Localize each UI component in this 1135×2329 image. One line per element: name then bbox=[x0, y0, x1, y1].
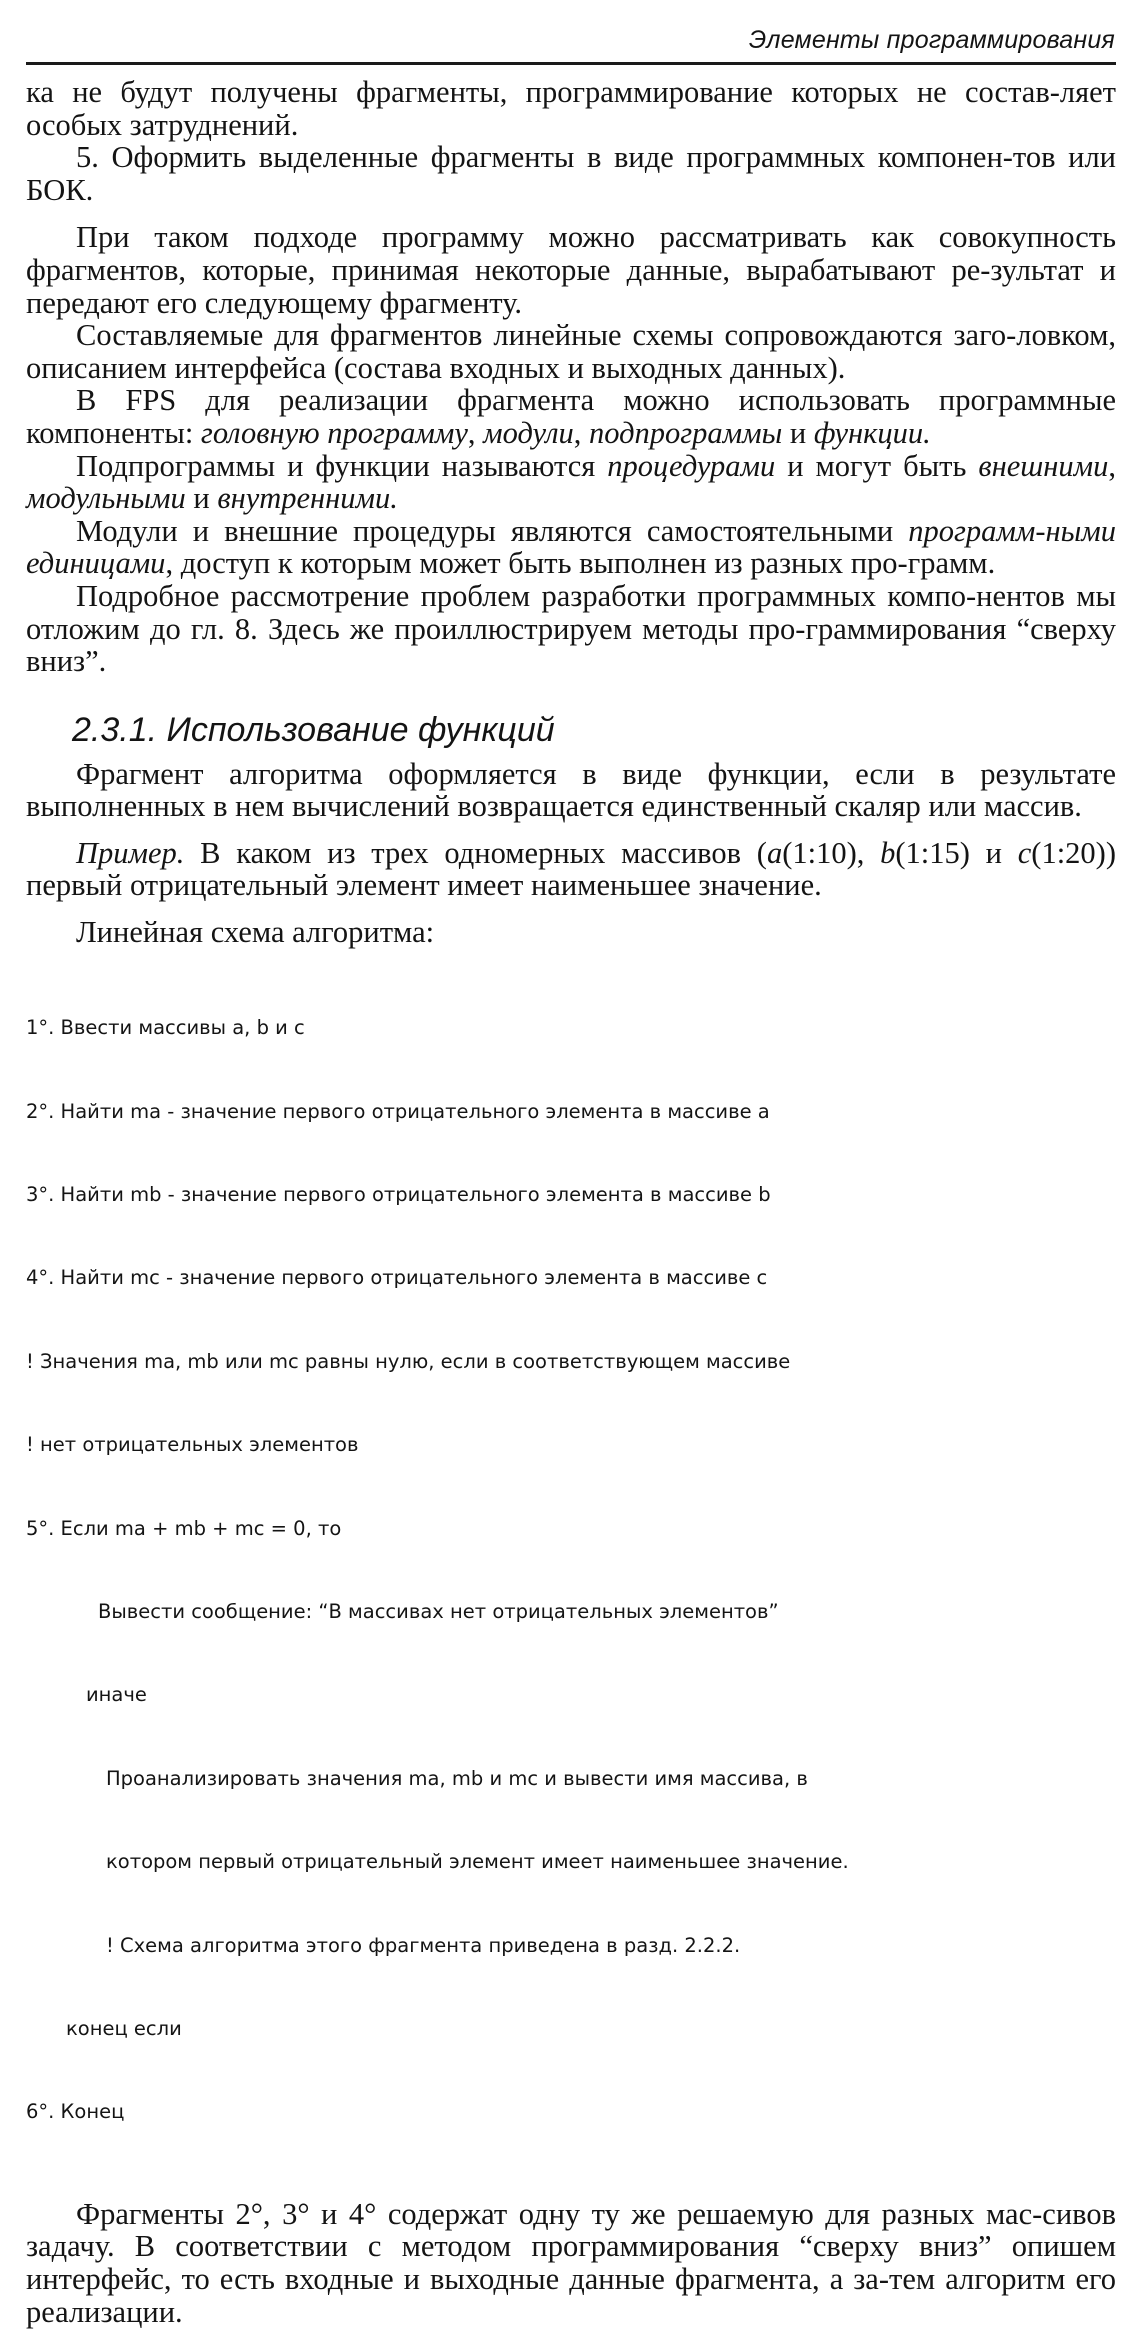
paragraph-procedures bbox=[26, 450, 1116, 515]
example-label: Пример. bbox=[76, 835, 185, 870]
algorithm-comment: ! Значения ma, mb или mc равны нулю, если в соответствующем массиве bbox=[26, 1349, 791, 1373]
paragraph-function-definition: Фрагмент алгоритма оформляется в виде функции, если в результате выполненных в нем вычислений возвращается единственный скаляр или массив. bbox=[26, 756, 1116, 824]
algorithm-line: 5°. Если ma + mb + mc = 0, то bbox=[26, 1516, 342, 1540]
paragraph-top-down: Подробное рассмотрение проблем разработки программных компо-нентов мы отложим до гл. 8. Здесь же проиллюстрируем методы про-граммирования “сверху вниз”. bbox=[26, 578, 1116, 679]
algorithm-listing bbox=[26, 959, 1116, 2182]
paragraph-continuation: ка не будут получены фрагменты, программирование которых не состав-ляет особых затруднений. bbox=[26, 75, 1116, 142]
paragraph-approach: При таком подходе программу можно рассматривать как совокупность фрагментов, которые, принимая некоторые данные, вырабатывают ре-зультат и передают его следующему фрагменту. bbox=[26, 220, 1116, 320]
term-internal: внутренними. bbox=[217, 481, 398, 516]
text-run: Модули и внешние процедуры являются самостоятельными bbox=[76, 513, 909, 548]
text-run: В FPS для реализации фрагмента можно использовать программные компоненты: bbox=[26, 383, 1116, 450]
text-run: (1:10), bbox=[782, 835, 881, 870]
text-run: В каком из трех одномерных массивов ( bbox=[184, 835, 767, 870]
algorithm-line: Проанализировать значения ma, mb и mc и вывести имя массива, в bbox=[106, 1766, 808, 1790]
term-subroutines: подпрограммы bbox=[589, 415, 783, 450]
term-module-level: модульными bbox=[26, 481, 186, 516]
var-c: c bbox=[1017, 835, 1032, 870]
term-main-program: головную программу bbox=[200, 415, 468, 450]
text-run: и могут быть bbox=[775, 448, 979, 483]
algorithm-line: 6°. Конец bbox=[26, 2100, 125, 2124]
page-body bbox=[26, 76, 1116, 2328]
term-program-units: программ-ными единицами bbox=[26, 513, 1116, 581]
algorithm-comment: ! нет отрицательных элементов bbox=[26, 1433, 359, 1457]
paragraph-program-units bbox=[26, 515, 1116, 580]
text-run: , bbox=[1108, 448, 1116, 483]
term-procedures: процедурами bbox=[607, 448, 776, 483]
var-a: a bbox=[766, 835, 783, 870]
text-run: Подпрограммы и функции называются bbox=[76, 448, 608, 483]
text-run: , bbox=[573, 415, 589, 450]
text-run: , доступ к которым может быть выполнен из разных про-грамм. bbox=[165, 546, 996, 581]
paragraph-fragments: Фрагменты 2°, 3° и 4° содержат одну ту же решаемую для разных мас-сивов задачу. В соответствии с методом программирования “сверху вниз” опишем интерфейс, то есть входные и выходные данные фрагмента, а за-тем алгоритм его реализации. bbox=[26, 2196, 1116, 2329]
term-modules: модули bbox=[483, 415, 574, 450]
term-functions: функции. bbox=[813, 415, 931, 450]
algorithm-line: котором первый отрицательный элемент имеет наименьшее значение. bbox=[106, 1850, 849, 1874]
section-heading: 2.3.1. Использование функций bbox=[72, 710, 555, 749]
paragraph-schemes: Составляемые для фрагментов линейные схемы сопровождаются заго-ловком, описанием интерфейса (состава входных и выходных данных). bbox=[26, 318, 1116, 385]
algorithm-line: Вывести сообщение: “В массивах нет отрицательных элементов” bbox=[98, 1599, 779, 1623]
text-run: и bbox=[782, 415, 814, 450]
algorithm-line: конец если bbox=[66, 2016, 182, 2040]
var-b: b bbox=[880, 835, 896, 870]
text-run: (1:20)) первый отрицательный элемент имеет наименьшее значение. bbox=[26, 835, 1116, 903]
paragraph-example bbox=[26, 837, 1116, 902]
list-item-5: 5. Оформить выделенные фрагменты в виде программных компонен-тов или БОК. bbox=[26, 140, 1116, 207]
term-external: внешними bbox=[978, 448, 1109, 483]
text-run: (1:15) и bbox=[895, 835, 1018, 870]
algorithm-line: 1°. Ввести массивы a, b и c bbox=[26, 1016, 305, 1040]
algorithm-comment: ! Схема алгоритма этого фрагмента приведена в разд. 2.2.2. bbox=[106, 1933, 741, 1957]
header-rule bbox=[26, 62, 1116, 65]
algorithm-line: 3°. Найти mb - значение первого отрицательного элемента в массиве b bbox=[26, 1183, 771, 1207]
text-run: , bbox=[467, 415, 484, 450]
algorithm-line: 2°. Найти ma - значение первого отрицательного элемента в массиве a bbox=[26, 1099, 770, 1123]
running-header: Элементы программирования bbox=[748, 26, 1115, 54]
text-run: и bbox=[185, 481, 218, 516]
paragraph-fps-components bbox=[26, 384, 1116, 449]
scheme-intro: Линейная схема алгоритма: bbox=[76, 915, 435, 950]
algorithm-line: 4°. Найти mc - значение первого отрицательного элемента в массиве c bbox=[26, 1266, 768, 1290]
algorithm-line: иначе bbox=[86, 1683, 147, 1707]
